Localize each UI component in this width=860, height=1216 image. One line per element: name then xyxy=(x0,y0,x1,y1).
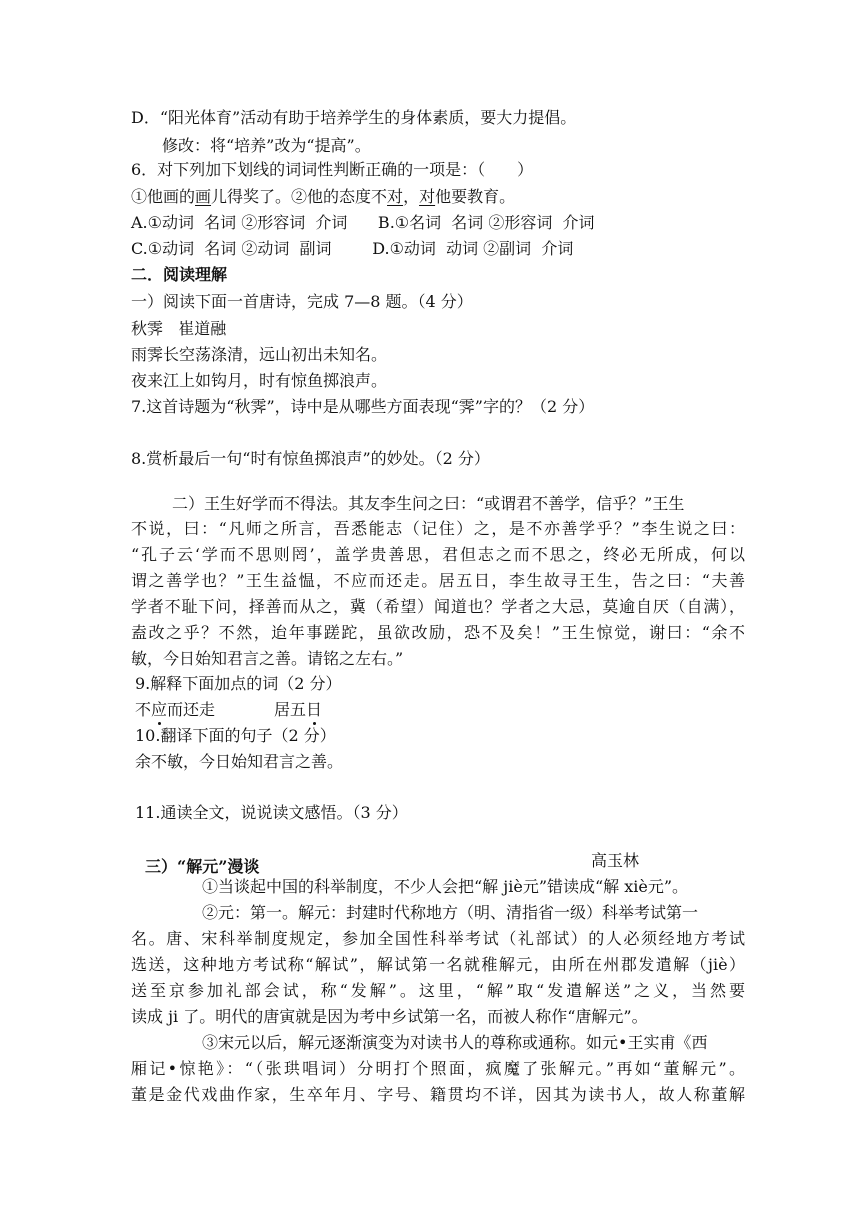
question-9-words-2 xyxy=(274,700,322,720)
poem-line-2: 夜来江上如钩月，时有惊鱼掷浪声。 xyxy=(131,371,388,390)
passage-line-3: “孔子云‘学而不思则罔’，盖学贵善思，君但志之而不思之，终必无所成，何以 xyxy=(131,545,745,564)
question-8: 8.赏析最后一句“时有惊鱼掷浪声”的妙处。（2 分） xyxy=(131,449,490,468)
article-para-2-line-4: 送至京参加礼部会试，称“发解”。这里，“解”取“发遣解送”之义，当然要 xyxy=(131,981,745,1000)
q9-char-bu: 不 xyxy=(135,700,152,719)
q6-part-3: 他要教育。 xyxy=(435,187,516,206)
passage-line-7: 敏，今日始知君言之善。请铭之左右。” xyxy=(131,649,404,668)
poem-line-1: 雨霁长空荡涤清，远山初出未知名。 xyxy=(131,345,388,364)
article-para-3-line-1: ③宋元以后，解元逐渐演变为对读书人的尊称或通称。如元•王实甫《西 xyxy=(202,1033,708,1052)
passage-line-1: 二）王生好学而不得法。其友李生问之曰：“或谓君不善学，信乎？”王生 xyxy=(172,494,685,513)
q6-part-1: ①他画的 xyxy=(131,187,196,206)
question-6: 6．对下列加下划线的词词性判断正确的一项是：（ ） xyxy=(131,160,534,179)
q6-underlined-dui-2: 对 xyxy=(419,187,436,206)
poem-title: 秋霁 崔道融 xyxy=(131,319,227,338)
passage-line-4: 谓之善学也？”王生益愠，不应而还走。居五日，李生故寻王生，告之曰：“夫善 xyxy=(131,571,745,590)
article-para-3-line-3: 董是金代戏曲作家，生卒年月、字号、籍贯均不详，因其为读书人，故人称董解 xyxy=(131,1085,745,1104)
section-3-heading: 三）“解元”漫谈 xyxy=(145,857,260,876)
article-para-3-line-2: 厢记•惊艳》：“（张珙唱词）分明打个照面，疯魔了张解元。”再如“董解元”。 xyxy=(131,1059,745,1078)
article-para-2-line-2: 名。唐、宋科举制度规定，参加全国性科举考试（礼部试）的人必须经地方考试 xyxy=(131,929,745,948)
q9-dotted-ying: 应 xyxy=(151,700,168,719)
q9-rest-1: 而还走 xyxy=(167,700,216,719)
article-para-2-line-3: 选送，这种地方考试称“解试”，解试第一名就稚解元，由所在州郡发遣解（jiè） xyxy=(131,955,745,974)
q6-underlined-hua: 画 xyxy=(195,187,212,206)
q6-comma: ， xyxy=(403,187,420,206)
option-d-text: D．“阳光体育”活动有助于培养学生的身体素质，要大力提倡。 xyxy=(131,108,577,127)
passage-line-2: 不说，曰：“凡师之所言，吾悉能志（记住）之，是不亦善学乎？”李生说之曰： xyxy=(131,519,745,538)
revision-text: 修改：将“培养”改为“提高”。 xyxy=(162,136,371,155)
passage-line-6: 盍改之乎？不然，迨年事蹉跎，虽欲改励，恐不及矣！”王生惊觉，谢曰：“余不 xyxy=(131,623,745,642)
q9-chars-juwu: 居五 xyxy=(274,700,307,719)
passage-line-5: 学者不耻下问，择善而从之，冀（希望）闻道也？学者之大忌，莫逾自厌（自满）， xyxy=(131,597,745,616)
article-para-2-line-5: 读成 ji 了。明代的唐寅就是因为考中乡试第一名，而被人称作“唐解元”。 xyxy=(131,1007,648,1026)
question-11: 11.通读全文，说说读文感悟。（3 分） xyxy=(135,803,408,822)
question-9: 9.解释下面加点的词（2 分） xyxy=(135,674,342,693)
options-a-b: A.①动词 名词 ②形容词 介词 B.①名词 名词 ②形容词 介词 xyxy=(131,213,595,232)
article-author: 高玉林 xyxy=(591,851,640,870)
question-6-sentence xyxy=(131,187,515,207)
q6-underlined-dui-1: 对 xyxy=(387,187,404,206)
article-para-1: ①当谈起中国的科举制度，不少人会把“解 jiè元”错读成“解 xiè元”。 xyxy=(202,877,689,896)
poem-instruction: 一）阅读下面一首唐诗，完成 7—8 题。（4 分） xyxy=(131,292,473,311)
question-9-words-1 xyxy=(135,700,215,720)
options-c-d: C.①动词 名词 ②动词 副词 D.①动词 动词 ②副词 介词 xyxy=(131,239,574,258)
question-7: 7.这首诗题为“秋霁”，诗中是从哪些方面表现“霁”字的？（2 分） xyxy=(131,397,595,416)
section-2-heading: 二．阅读理解 xyxy=(131,265,228,284)
q9-dotted-ri: 日 xyxy=(306,700,323,719)
q6-part-2: 儿得奖了。②他的态度不 xyxy=(211,187,388,206)
question-10-sentence: 余不敏，今日始知君言之善。 xyxy=(135,752,344,771)
question-10: 10.翻译下面的句子（2 分） xyxy=(135,726,336,745)
article-para-2-line-1: ②元：第一。解元：封建时代称地方（明、清指省一级）科举考试第一 xyxy=(202,903,699,922)
